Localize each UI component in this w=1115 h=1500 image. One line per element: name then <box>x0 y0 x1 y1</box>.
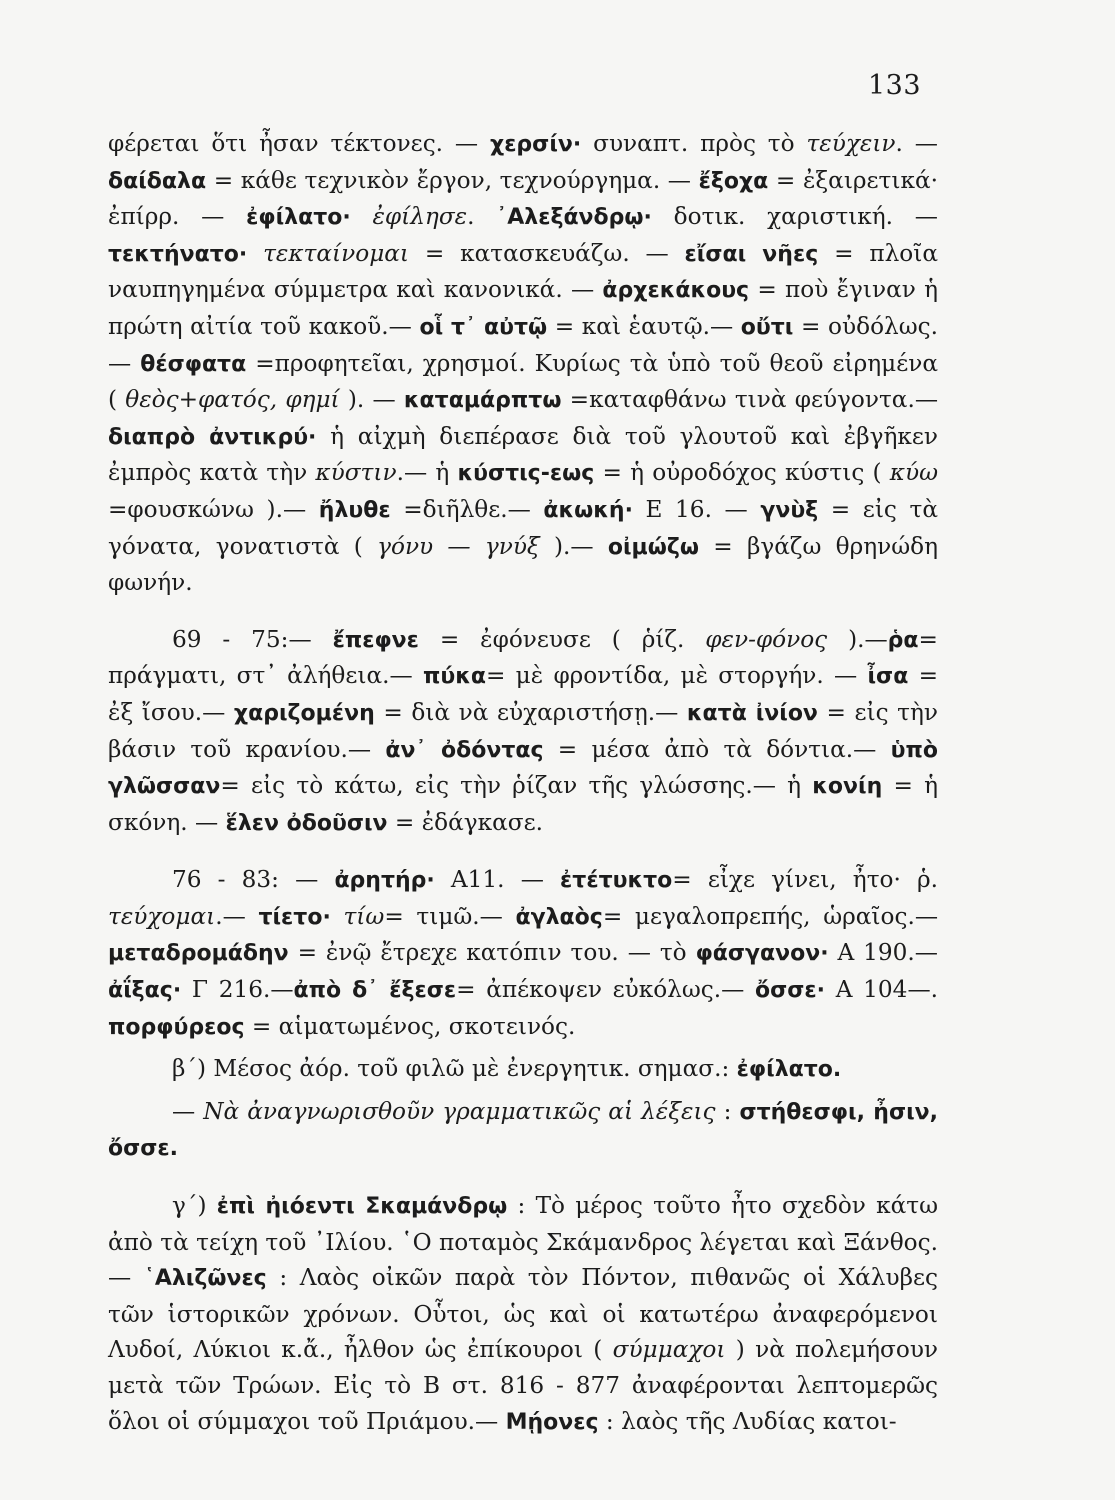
headword: εἴσαι νῆες <box>684 241 819 267</box>
text-run: = ἐνῷ ἔτρεχε κατόπιν του. — τὸ <box>288 939 696 967</box>
headword: ῾Αλιζῶνες <box>143 1266 267 1292</box>
headword: ἔπεφνε <box>332 627 419 653</box>
text-run: = διὰ νὰ εὐχαριστήσῃ.— <box>374 698 687 726</box>
italic-term: Νὰ ἀναγνωρισθοῦν γραμματικῶς αἱ λέξεις <box>203 1097 716 1125</box>
text-run: : Τὸ μέρος τοῦτο ἦτο σχεδὸν κάτω ἀπὸ τὰ τείχη τοῦ ᾿Ιλίου. ῾Ο ποταμὸς Σκάμανδρος λέγεται καὶ Ξάνθος.— <box>108 1192 939 1292</box>
headword: ἐφίλατο· <box>246 205 351 231</box>
italic-term: γόνυ — γνύξ <box>377 532 540 560</box>
headword: ἀΐξας· <box>108 978 182 1004</box>
text-run: = εἰς τὴν βάσιν τοῦ κρανίου.— <box>108 698 938 763</box>
italic-term: κύστιν <box>315 459 397 487</box>
headword: ἀπὸ δ᾿ ἔξεσε <box>293 978 457 1004</box>
text-run: = μεγαλοπρεπής, ὡραῖος.— <box>602 902 939 930</box>
italic-term: τεύχειν <box>806 130 896 157</box>
text-run: ) νὰ πολεμήσουν μετὰ τῶν Τρώων. Εἰς τὸ Β στ. 816 - 877 ἀναφέρονται λεπτομερῶς ὅλοι οἱ σύμμαχοι τοῦ Πριάμου.— <box>108 1336 939 1435</box>
text-run: =διῆλθε.— <box>390 495 544 523</box>
text-run: = εἰς τὰ γόνατα, γονατιστὰ ( <box>108 495 938 560</box>
headword: κατὰ ἰνίον <box>686 700 818 726</box>
headword: ἀρητήρ· <box>334 868 435 894</box>
page-number: 133 <box>868 70 922 101</box>
text-run: = τιμῶ.— <box>384 902 516 930</box>
headword: κύστις-εως <box>457 461 595 487</box>
headword: οὔτι <box>740 314 794 340</box>
text-run: = ἀπέκοψεν εὐκόλως.— <box>456 976 756 1004</box>
text-run: = βγάζω θρηνώδη φωνήν. <box>108 532 938 597</box>
headword: ᾿Αλεξάνδρῳ· <box>496 205 652 231</box>
headword: Μῄονες <box>505 1409 599 1435</box>
headword: ὄσσε· <box>755 978 826 1004</box>
italic-term: κύω <box>889 459 938 487</box>
paragraph-verses-69-75 <box>108 622 938 842</box>
text-run: συναπτ. πρὸς τὸ <box>581 130 807 157</box>
paragraph-exercise <box>108 1094 938 1167</box>
text-run: = αἱματωμένος, σκοτεινός. <box>244 1012 576 1040</box>
text-run: =καταφθάνω τινὰ φεύγοντα.— <box>561 386 939 414</box>
text-run: : λαὸς τῆς Λυδίας κατοι- <box>598 1407 897 1435</box>
headword: ἕλεν ὀδοῦσιν <box>225 810 388 836</box>
text-run: Ε 16. — <box>632 495 761 523</box>
headword: διαπρὸ ἀντικρύ· <box>108 424 317 450</box>
text-run: Α11. — <box>434 866 561 894</box>
headword: γνὺξ <box>760 497 819 523</box>
main-text <box>108 126 938 1440</box>
headword: ἐτέτυκτο <box>560 868 673 894</box>
headword: μεταδρομάδην <box>108 941 289 967</box>
italic-term: τεύχομαι <box>108 902 216 930</box>
italic-term: τίω <box>343 902 385 930</box>
italic-term: ἐφίλησε <box>372 203 468 231</box>
text-run: = εἰς τὸ κάτω, εἰς τὴν ῥίζαν τῆς γλώσσης.— ἡ <box>220 772 813 800</box>
text-run: 76 - 83: — <box>172 866 335 894</box>
text-run: = ἐξ ἴσου.— <box>108 662 938 726</box>
text-run <box>331 903 344 930</box>
text-run: φέρεται ὅτι ἦσαν τέκτονες. — <box>108 130 490 157</box>
text-run: Α 190.— <box>828 939 938 967</box>
headword: ἀκωκή· <box>543 497 633 523</box>
text-run: = ποὺ ἔγιναν ἡ πρώτη αἰτία τοῦ κακοῦ.— <box>108 276 938 340</box>
text-run: = ἡ σκόνη. — <box>108 772 938 836</box>
text-run: = κάθε τεχνικὸν ἔργον, τεχνούργημα. — <box>206 166 699 194</box>
text-run: β΄) Μέσος ἀόρ. τοῦ φιλῶ μὲ ἐνεργητικ. σημασ.: <box>172 1055 737 1083</box>
text-run: ). — <box>339 386 404 414</box>
text-run: Γ 216.— <box>181 976 294 1004</box>
text-run: γ΄) <box>172 1192 217 1220</box>
text-run: Α 104—. <box>825 976 938 1004</box>
text-run: = οὐδόλως.— <box>108 312 938 377</box>
text-run: = ἡ οὐροδόχος κύστις ( <box>594 459 890 487</box>
headword: δαίδαλα <box>108 168 207 194</box>
text-run: — <box>172 1097 204 1125</box>
italic-term: σύμμαχοι <box>612 1336 726 1364</box>
headword: οἰμώζω <box>607 534 699 560</box>
text-run: 69 - 75:— <box>172 625 333 653</box>
text-run <box>351 203 373 230</box>
text-run: . <box>467 203 497 231</box>
text-run: = κατασκευάζω. — <box>409 239 685 267</box>
headword: στήθεσφι, ἦσιν, ὄσσε. <box>108 1099 938 1162</box>
paragraph-verses-76-83 <box>108 862 938 1045</box>
headword: θέσφατα <box>140 351 247 377</box>
text-run: = μέσα ἀπὸ τὰ δόντια.— <box>543 735 891 763</box>
text-run: ).— <box>827 625 888 653</box>
text-run: = εἶχε γίνει, ἦτο· ῥ. <box>672 866 939 894</box>
headword: ἐφίλατο. <box>736 1057 842 1083</box>
headword: πορφύρεος <box>108 1014 245 1040</box>
headword: ὑπὸ γλῶσσαν <box>108 737 938 800</box>
paragraph-grammar-note <box>108 1051 938 1088</box>
text-run: : Λαὸς οἰκῶν παρὰ τὸν Πόντον, πιθανῶς οἱ Χάλυβες τῶν ἱστορικῶν χρόνων. Οὗτοι, ὡς καὶ οἱ κατωτέρω ἀναφερόμενοι Λυδοί, Λύκιοι κ.ἄ., ἦλθον ὡς ἐπίκουροι ( <box>108 1264 938 1364</box>
text-run: =φουσκώνω ).— <box>108 495 319 523</box>
text-run: .— ἡ <box>396 459 458 487</box>
text-run: = πράγματι, στ᾿ ἀλήθεια.— <box>108 625 938 690</box>
headword: ἀγλαὸς <box>515 904 603 930</box>
headword: χερσίν· <box>490 132 582 157</box>
paragraph-glossary-1 <box>108 126 938 601</box>
headword: ἀν᾿ ὀδόντας <box>385 737 544 763</box>
headword: φάσγανον· <box>695 941 829 967</box>
text-run: .— <box>215 902 259 930</box>
text-run: . — <box>895 130 938 157</box>
headword: πύκα <box>422 664 486 690</box>
headword: χαριζομένη <box>233 700 375 726</box>
headword: καταμάρπτω <box>403 388 562 414</box>
headword: οἷ τ᾿ αὐτῷ <box>419 314 548 340</box>
headword: τεκτήνατο· <box>108 241 248 267</box>
text-run: = ἐξαιρετικά· ἐπίρρ. — <box>108 166 938 231</box>
italic-term: φεν-φόνος <box>705 625 828 653</box>
paragraph-commentary-gamma <box>108 1188 938 1440</box>
text-run: = ἐδάγκασε. <box>387 808 543 836</box>
headword: τίετο· <box>258 904 331 930</box>
text-run: = πλοῖα ναυπηγημένα σύμμετρα καὶ κανονικά. — <box>108 239 938 304</box>
headword: ῥα <box>887 627 919 653</box>
text-run: = ἐφόνευσε ( ῥίζ. <box>418 625 706 653</box>
italic-term: θεὸς+φατός, φημί <box>125 386 340 414</box>
headword: ἶσα <box>867 664 909 690</box>
text-run: ἡ αἰχμὴ διεπέρασε διὰ τοῦ γλουτοῦ καὶ ἐβγῆκεν ἐμπρὸς κατὰ τὴν <box>108 422 938 487</box>
headword: κονίη <box>812 774 883 800</box>
headword: ἔξοχα <box>698 168 769 194</box>
text-run: δοτικ. χαριστική. — <box>651 203 938 231</box>
text-run: = καὶ ἑαυτῷ.— <box>547 312 741 340</box>
italic-term: τεκταίνομαι <box>263 239 410 267</box>
text-run: : <box>715 1097 740 1125</box>
headword: ἤλυθε <box>318 497 391 523</box>
text-run: =προφητεῖαι, χρησμοί. Κυρίως τὰ ὑπὸ τοῦ θεοῦ εἰρημένα ( <box>108 349 939 414</box>
headword: ἐπὶ ἠιόεντι Σκαμάνδρῳ <box>216 1194 508 1220</box>
text-run: = μὲ φροντίδα, μὲ στοργήν. — <box>485 662 868 690</box>
text-run: ).— <box>539 532 608 560</box>
text-run <box>247 240 263 267</box>
headword: ἀρχεκάκους <box>602 278 750 304</box>
